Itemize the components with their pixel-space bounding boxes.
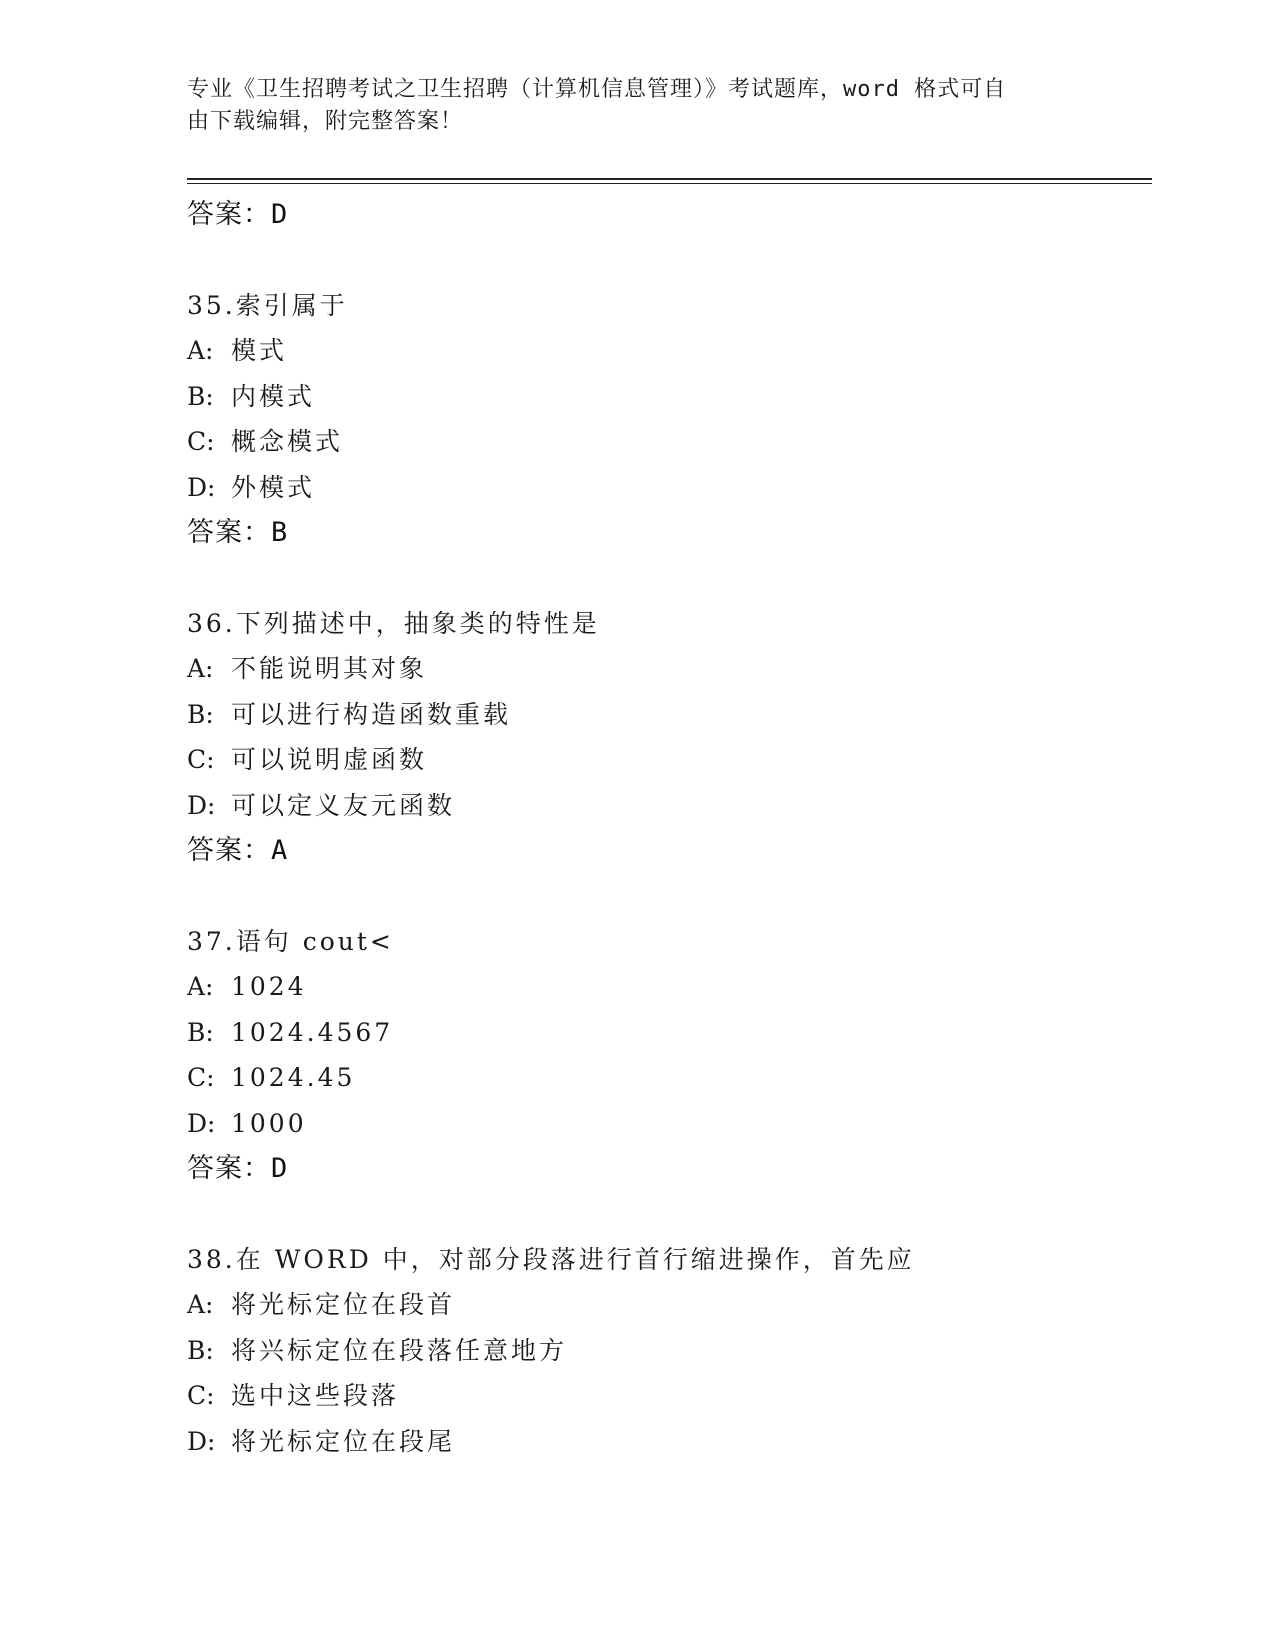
option-c — [187, 737, 1147, 783]
option-text: 模式 — [231, 336, 288, 365]
option-a — [187, 328, 1147, 374]
option-text: 不能说明其对象 — [231, 654, 428, 683]
previous-answer: 答案：D — [187, 199, 289, 230]
answer-line: 答案：A — [187, 835, 289, 866]
option-key: C: — [187, 1381, 215, 1410]
option-key: D: — [187, 1426, 216, 1456]
page-header — [187, 74, 1087, 138]
option-text: 可以说明虚函数 — [231, 745, 428, 774]
option-text: 将光标定位在段尾 — [231, 1426, 456, 1456]
question-list — [187, 192, 1147, 1464]
answer-line: 答案：D — [187, 1153, 289, 1184]
option-b — [187, 374, 1147, 420]
option-text: 1024.45 — [231, 1063, 356, 1092]
option-text: 可以定义友元函数 — [231, 790, 456, 820]
option-a — [187, 646, 1147, 692]
option-key: D: — [187, 790, 216, 820]
option-c — [187, 1373, 1147, 1419]
option-text: 外模式 — [231, 472, 316, 502]
option-text: 1000 — [231, 1108, 307, 1138]
option-text: 1024.4567 — [231, 1017, 394, 1047]
header-divider-thin — [187, 183, 1152, 184]
option-key: D: — [187, 1108, 216, 1138]
option-text: 将光标定位在段首 — [231, 1290, 456, 1319]
option-key: B: — [187, 699, 214, 729]
option-key: A: — [187, 972, 214, 1001]
option-text: 1024 — [231, 972, 307, 1001]
option-text: 概念模式 — [231, 427, 344, 456]
option-key: B: — [187, 1017, 214, 1047]
option-d — [187, 1419, 1147, 1465]
option-d — [187, 465, 1147, 511]
option-text: 选中这些段落 — [231, 1381, 400, 1410]
header-line-2: 由下载编辑，附完整答案！ — [187, 109, 464, 134]
option-key: B: — [187, 1335, 214, 1365]
option-d — [187, 1101, 1147, 1147]
option-key: A: — [187, 654, 214, 683]
option-key: A: — [187, 1290, 214, 1319]
option-a — [187, 1282, 1147, 1328]
question-title: 37.语句 cout< — [187, 927, 394, 956]
answer-line: 答案：B — [187, 517, 289, 548]
option-key: C: — [187, 1063, 215, 1092]
option-a — [187, 964, 1147, 1010]
option-b — [187, 1328, 1147, 1374]
option-key: C: — [187, 427, 215, 456]
option-c — [187, 419, 1147, 465]
question-title: 36.下列描述中，抽象类的特性是 — [187, 609, 600, 638]
option-b — [187, 1010, 1147, 1056]
option-text: 内模式 — [231, 381, 316, 411]
question-title: 35.索引属于 — [187, 291, 348, 320]
option-b — [187, 692, 1147, 738]
option-d — [187, 783, 1147, 829]
option-key: D: — [187, 472, 216, 502]
question-title: 38.在 WORD 中，对部分段落进行首行缩进操作，首先应 — [187, 1245, 915, 1274]
option-key: A: — [187, 336, 214, 365]
header-divider-thick — [187, 178, 1152, 180]
option-c — [187, 1055, 1147, 1101]
option-text: 将兴标定位在段落任意地方 — [231, 1335, 568, 1365]
header-line-1: 专业《卫生招聘考试之卫生招聘（计算机信息管理）》考试题库，word 格式可自 — [187, 77, 1007, 102]
option-text: 可以进行构造函数重载 — [231, 699, 512, 729]
option-key: B: — [187, 381, 214, 411]
option-key: C: — [187, 745, 215, 774]
